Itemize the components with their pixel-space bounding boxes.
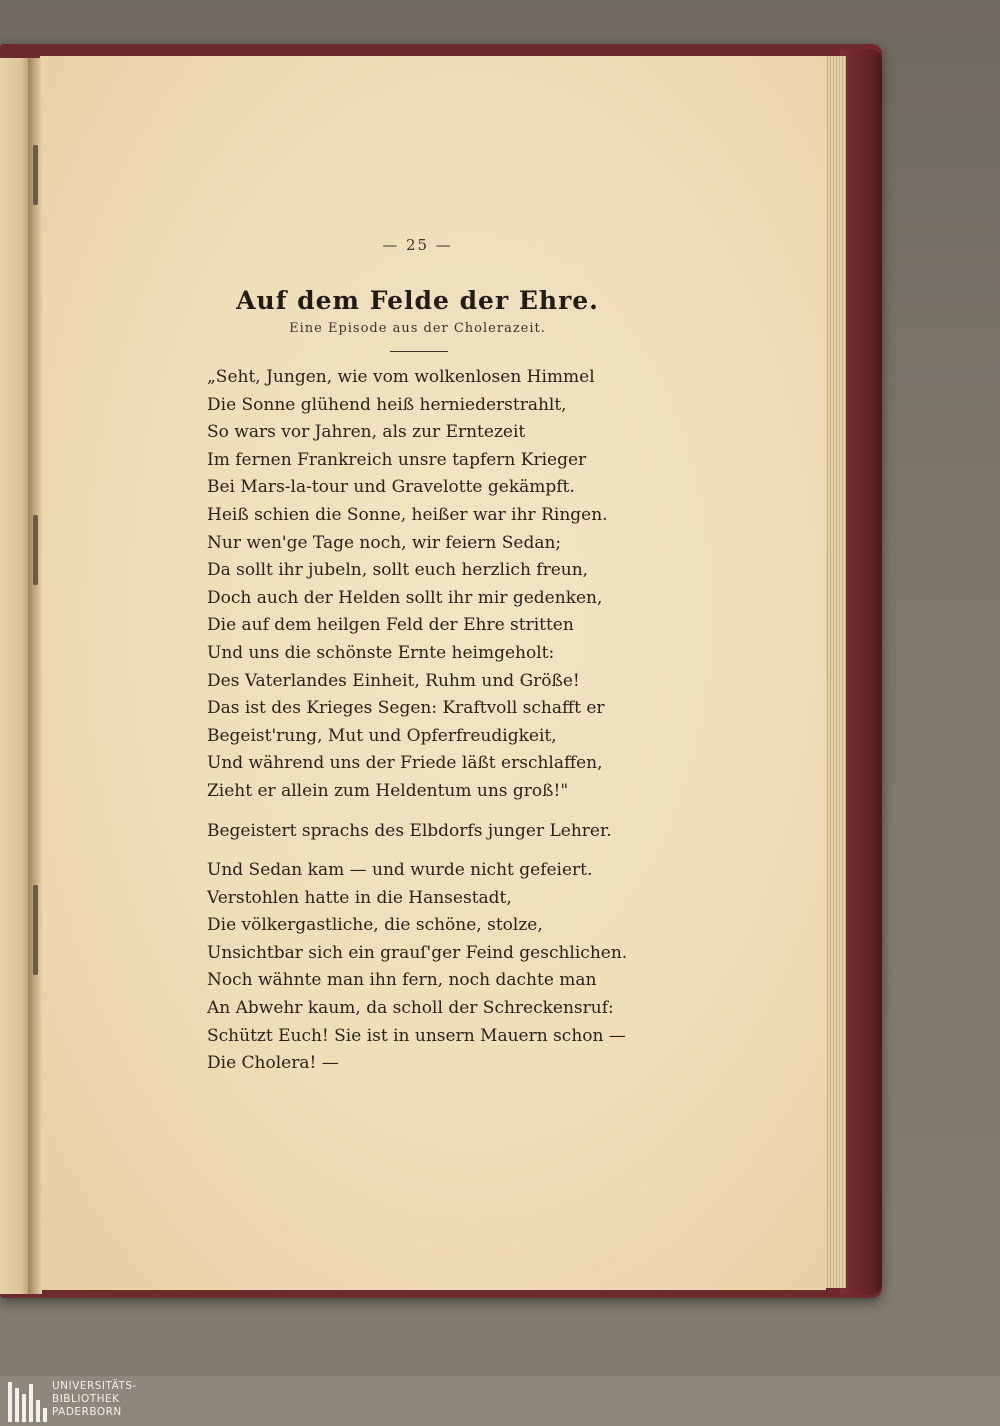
poem-line: Die völkergastliche, die schöne, stolze, <box>207 915 543 936</box>
poem-line: Unsichtbar sich ein grauſ'ger Feind geschlichen. <box>207 942 628 963</box>
poem-line: Bei Mars-la-tour und Gravelotte gekämpft. <box>207 477 575 498</box>
poem-line: Und Sedan kam — und wurde nicht gefeiert. <box>207 860 593 881</box>
poem-line: Des Vaterlandes Einheit, Ruhm und Größe! <box>207 670 580 691</box>
poem-line: So wars vor Jahren, als zur Erntezeit <box>207 422 526 443</box>
poem-line: Zieht er allein zum Heldentum uns groß!" <box>207 780 569 801</box>
poem-line: Nur wen'ge Tage noch, wir feiern Sedan; <box>207 532 562 553</box>
poem-line: Noch wähnte man ihn fern, noch dachte man <box>207 970 597 991</box>
poem-line: Heiß schien die Sonne, heißer war ihr Ringen. <box>207 504 608 525</box>
library-footer <box>0 1376 1000 1426</box>
poem-line: Verstohlen hatte in die Hansestadt, <box>207 887 512 908</box>
poem-subtitle: Eine Episode aus der Cholerazeit. <box>289 321 546 336</box>
poem-line: Und uns die schönste Ernte heimgeholt: <box>207 642 555 663</box>
poem-line: „Seht, Jungen, wie vom wolkenlosen Himmel <box>207 367 595 387</box>
title-rule <box>390 351 448 352</box>
book-cover-edge <box>840 50 882 1294</box>
poem-title: Auf dem Felde der Ehre. <box>236 286 599 315</box>
stanza-gap <box>207 806 647 818</box>
page-number: — 25 — <box>382 236 453 254</box>
logo-line: UNIVERSITÄTS- <box>52 1380 137 1392</box>
poem-line: Begeistert sprachs des Elbdorfs junger Lehrer. <box>207 820 612 841</box>
poem-line: Im fernen Frankreich unsre tapfern Krieger <box>207 449 587 470</box>
logo-line: PADERBORN <box>52 1406 122 1418</box>
poem-line: Und während uns der Friede läßt erschlaffen, <box>207 753 603 774</box>
binding-thread <box>33 145 38 205</box>
poem-line: Schützt Euch! Sie ist in unsern Mauern schon — <box>207 1025 626 1046</box>
poem-line: Die Sonne glühend heiß herniederstrahlt, <box>207 394 567 415</box>
poem-line: Die Cholera! — <box>207 1053 339 1074</box>
poem-line: An Abwehr kaum, da scholl der Schreckensruf: <box>207 998 614 1019</box>
binding-thread <box>33 515 38 585</box>
poem-line: Da sollt ihr jubeln, sollt euch herzlich freun, <box>207 560 589 581</box>
library-logo-icon <box>8 1380 48 1422</box>
binding-thread <box>33 885 38 975</box>
poem-line: Doch auch der Helden sollt ihr mir gedenken, <box>207 587 603 608</box>
logo-line: BIBLIOTHEK <box>52 1393 120 1405</box>
poem-line: Begeist'rung, Mut und Opferfreudigkeit, <box>207 725 557 746</box>
library-logo-text <box>52 1380 137 1419</box>
poem-line: Das ist des Krieges Segen: Kraftvoll schafft er <box>207 698 605 719</box>
stanza-gap <box>207 845 647 857</box>
poem-line: Die auf dem heilgen Feld der Ehre stritten <box>207 615 574 636</box>
poem-body <box>207 364 647 1078</box>
